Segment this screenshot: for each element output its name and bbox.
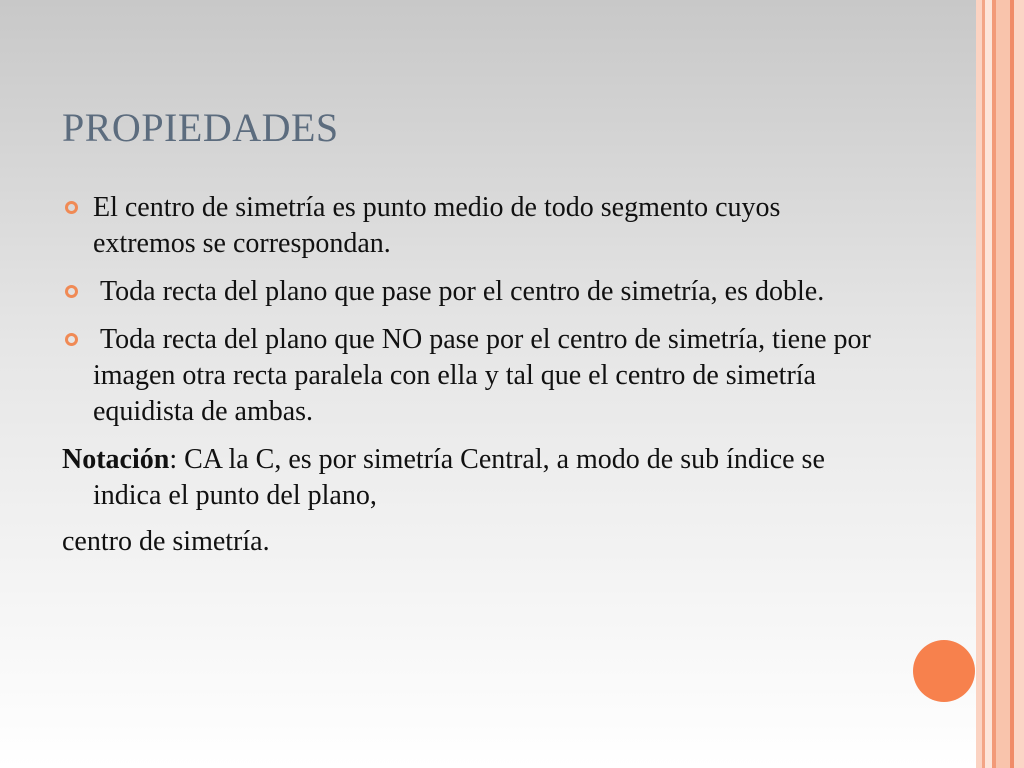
bullet-item-2 <box>62 274 872 310</box>
bullet-icon <box>65 333 78 346</box>
bullet-item-3 <box>62 322 878 430</box>
notation-text: : CA la C, es por simetría Central, a modo de sub índice se indica el punto del plano, <box>93 444 825 511</box>
notation-label: Notación <box>62 444 170 475</box>
bullet-text: El centro de simetría es punto medio de todo segmento cuyos extremos se correspondan. <box>93 192 781 259</box>
slide-title: PROPIEDADES <box>62 105 339 150</box>
stripe-5 <box>996 0 1010 768</box>
bullet-icon <box>65 201 78 214</box>
bullet-text: Toda recta del plano que NO pase por el centro de simetría, tiene por imagen otra recta paralela con ella y tal que el centro de simetría equidista de ambas. <box>93 324 878 427</box>
bullet-item-1 <box>62 190 872 262</box>
bullet-icon <box>65 285 78 298</box>
slide-content <box>62 190 878 560</box>
closing-line: centro de simetría. <box>62 526 270 557</box>
decorative-side-stripes <box>976 0 1024 768</box>
orange-circle-decoration <box>913 640 975 702</box>
bullet-text: Toda recta del plano que pase por el centro de simetría, es doble. <box>93 276 825 307</box>
stripe-7 <box>1014 0 1024 768</box>
stripe-3 <box>985 0 992 768</box>
notation-paragraph <box>62 442 872 514</box>
